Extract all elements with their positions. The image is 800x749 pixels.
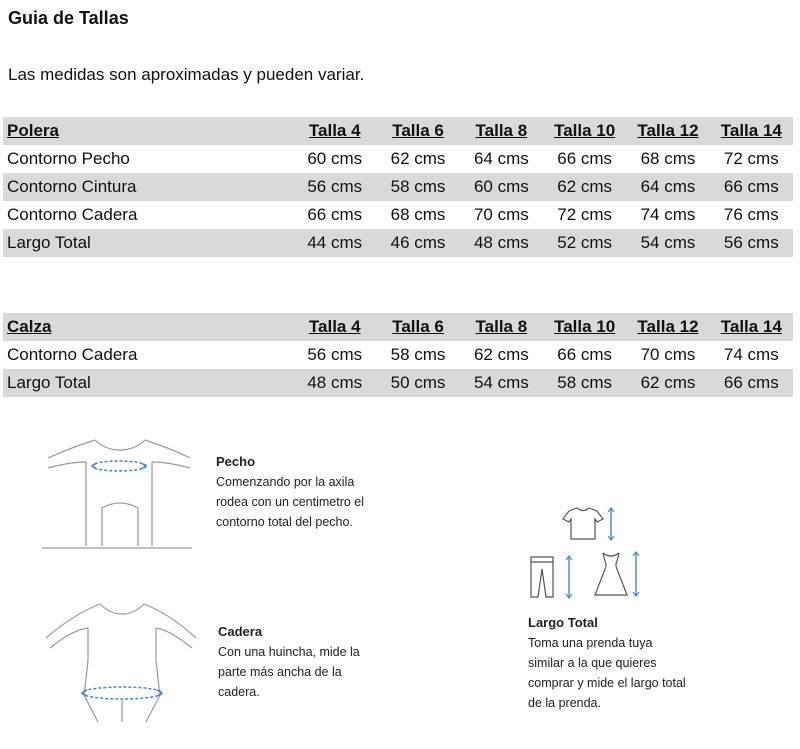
table-cell: 66 cms bbox=[723, 177, 779, 196]
hip-guide-heading: Cadera bbox=[218, 624, 263, 639]
tshirt-icon bbox=[563, 508, 603, 539]
table-cell: 60 cms bbox=[473, 177, 529, 196]
hip-guide-line: cadera. bbox=[218, 685, 260, 699]
dress-icon bbox=[595, 553, 627, 595]
table-row bbox=[3, 173, 793, 201]
length-guide-text bbox=[528, 613, 686, 713]
table-cell: 72 cms bbox=[723, 149, 779, 168]
table-cell: 74 cms bbox=[723, 345, 779, 364]
chest-guide-line: contorno total del pecho. bbox=[216, 515, 353, 529]
length-guide-line: Toma una prenda tuya bbox=[528, 636, 653, 650]
table-cell: 44 cms bbox=[307, 233, 363, 252]
table-header: Talla 4 bbox=[308, 317, 361, 336]
length-guide-line: similar a la que quieres bbox=[528, 656, 657, 670]
table-header: Talla 6 bbox=[392, 317, 444, 336]
table-header: Talla 10 bbox=[554, 317, 616, 336]
table-row bbox=[3, 145, 793, 173]
table-cell: 46 cms bbox=[390, 233, 446, 252]
hip-guide-line: parte más ancha de la bbox=[218, 665, 342, 679]
page-title: Guia de Tallas bbox=[8, 8, 129, 28]
page-subtitle: Las medidas son aproximadas y pueden variar. bbox=[8, 65, 365, 84]
table-header: Talla 6 bbox=[392, 121, 444, 140]
table-cell: 70 cms bbox=[640, 345, 696, 364]
table-header: Polera bbox=[7, 121, 59, 140]
table-header: Talla 8 bbox=[475, 121, 528, 140]
table-header-row bbox=[3, 313, 793, 341]
table-cell: 70 cms bbox=[473, 205, 529, 224]
table-cell: 58 cms bbox=[390, 345, 446, 364]
table-row bbox=[3, 229, 793, 257]
chest-guide-line: rodea con un centimetro el bbox=[216, 495, 365, 509]
garment-length-icons bbox=[525, 505, 650, 605]
table-header-row bbox=[3, 117, 793, 145]
table-cell: 48 cms bbox=[307, 373, 363, 392]
table-cell: 56 cms bbox=[723, 233, 779, 252]
table-header: Talla 12 bbox=[637, 121, 699, 140]
table-cell: 66 cms bbox=[307, 205, 363, 224]
pants-icon bbox=[531, 557, 553, 597]
hip-guide-line: Con una huincha, mide la bbox=[218, 645, 360, 659]
table-cell: 66 cms bbox=[557, 345, 613, 364]
table-cell: Contorno Cadera bbox=[7, 205, 138, 224]
hip-measure-figure-icon bbox=[40, 600, 200, 725]
table-header: Talla 8 bbox=[475, 317, 528, 336]
table-cell: 58 cms bbox=[390, 177, 446, 196]
table-header: Talla 12 bbox=[637, 317, 699, 336]
table-cell: 76 cms bbox=[723, 205, 779, 224]
table-row bbox=[3, 341, 793, 369]
table-cell: 56 cms bbox=[307, 345, 363, 364]
table-cell: 60 cms bbox=[307, 149, 363, 168]
table-header: Talla 14 bbox=[720, 121, 782, 140]
table-cell: 68 cms bbox=[390, 205, 446, 224]
table-cell: 50 cms bbox=[390, 373, 446, 392]
table-header: Talla 14 bbox=[720, 317, 782, 336]
table-cell: 62 cms bbox=[473, 345, 529, 364]
length-guide-line: comprar y mide el largo total bbox=[528, 676, 686, 690]
chest-measure-figure-icon bbox=[40, 428, 195, 553]
table-cell: 64 cms bbox=[473, 149, 529, 168]
table-header: Talla 4 bbox=[308, 121, 361, 140]
table-cell: Contorno Pecho bbox=[7, 149, 130, 168]
table-cell: 68 cms bbox=[640, 149, 696, 168]
table-row bbox=[3, 201, 793, 229]
table-cell: 66 cms bbox=[723, 373, 779, 392]
table-cell: 62 cms bbox=[557, 177, 613, 196]
table-cell: 62 cms bbox=[640, 373, 696, 392]
table-cell: 72 cms bbox=[557, 205, 613, 224]
table-cell: 64 cms bbox=[640, 177, 696, 196]
chest-guide-line: Comenzando por la axila bbox=[216, 475, 355, 489]
table-cell: Largo Total bbox=[7, 233, 91, 252]
table-cell: 74 cms bbox=[640, 205, 696, 224]
table-cell: 52 cms bbox=[557, 233, 613, 252]
table-cell: 56 cms bbox=[307, 177, 363, 196]
hip-guide-text bbox=[218, 622, 360, 702]
table-cell: 58 cms bbox=[557, 373, 613, 392]
table-cell: 54 cms bbox=[640, 233, 696, 252]
table-cell: Contorno Cintura bbox=[7, 177, 137, 196]
calza-size-table bbox=[3, 313, 793, 397]
table-cell: Contorno Cadera bbox=[7, 345, 138, 364]
table-cell: 54 cms bbox=[473, 373, 529, 392]
chest-guide-heading: Pecho bbox=[216, 454, 256, 469]
table-cell: 66 cms bbox=[557, 149, 613, 168]
table-cell: 48 cms bbox=[473, 233, 529, 252]
table-cell: 62 cms bbox=[390, 149, 446, 168]
chest-guide-text bbox=[216, 452, 364, 532]
polera-size-table bbox=[3, 117, 793, 257]
length-guide-heading: Largo Total bbox=[528, 615, 598, 630]
table-row bbox=[3, 369, 793, 397]
table-cell: Largo Total bbox=[7, 373, 91, 392]
table-header: Calza bbox=[7, 317, 52, 336]
length-guide-line: de la prenda. bbox=[528, 696, 601, 710]
table-header: Talla 10 bbox=[554, 121, 616, 140]
